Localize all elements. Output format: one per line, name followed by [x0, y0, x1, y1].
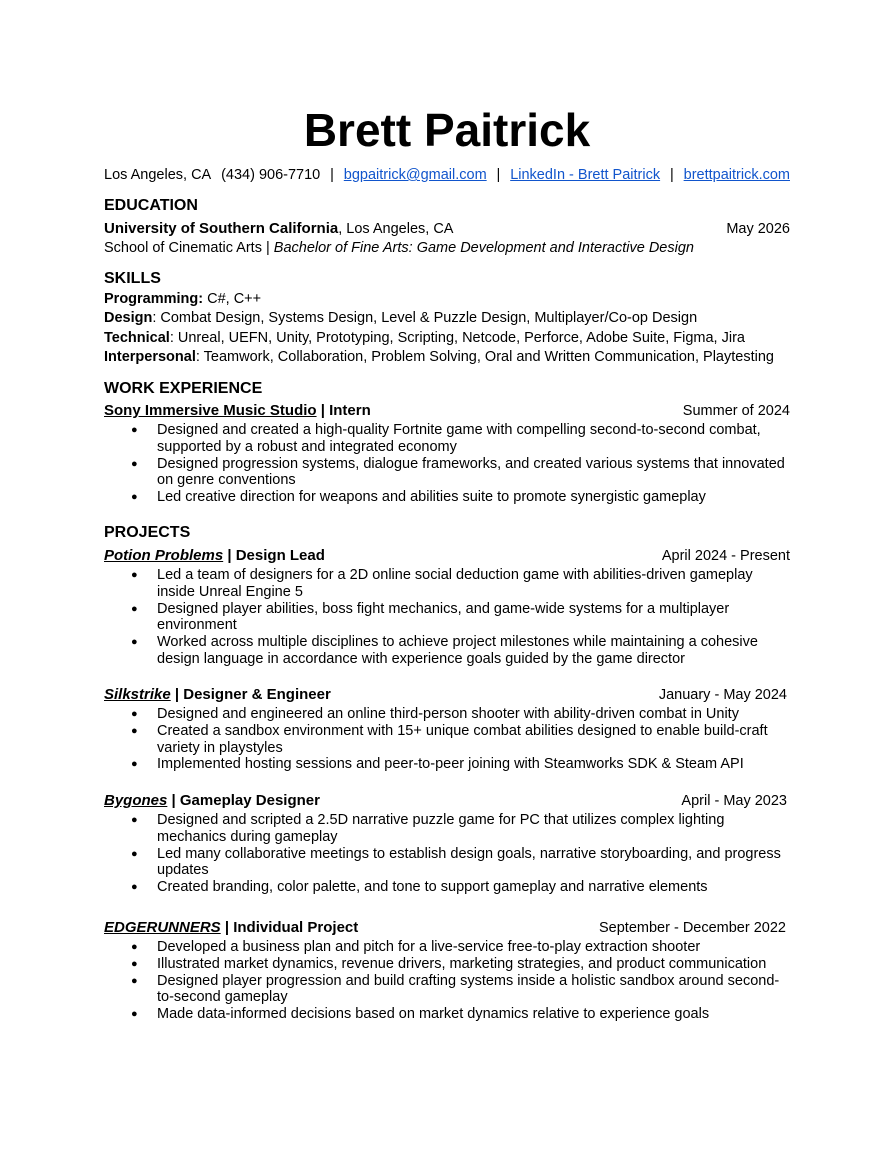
- separator: |: [496, 167, 501, 183]
- bullet-item: ● Led a team of designers for a 2D online social deduction game with abilities-driven gameplay inside Unreal Engine 5: [104, 567, 790, 601]
- degree: Bachelor of Fine Arts: Game Development and Interactive Design: [273, 240, 694, 256]
- project-role: | Designer & Engineer: [170, 686, 331, 703]
- bullet-item: ● Illustrated market dynamics, revenue drivers, marketing strategies, and product communication: [104, 956, 790, 973]
- skill-line: [104, 309, 790, 328]
- skill-label: Design: [104, 310, 153, 327]
- skill-line: [104, 329, 790, 348]
- bullet-item: ● Designed and scripted a 2.5D narrative puzzle game for PC that utilizes complex lighting mechanics during gameplay: [104, 812, 790, 846]
- job-row: [104, 401, 790, 421]
- skill-value: : Teamwork, Collaboration, Problem Solving, Oral and Written Communication, Playtesting: [195, 348, 774, 365]
- education-section: [104, 196, 790, 258]
- project-date: September - December 2022: [599, 920, 786, 936]
- project-name: Silkstrike: [104, 686, 171, 703]
- project-bullets: [104, 706, 790, 773]
- project-block: [104, 685, 790, 773]
- job-org: Sony Immersive Music Studio: [104, 402, 317, 419]
- separator: |: [330, 167, 334, 183]
- project-row: [104, 685, 790, 705]
- linkedin-link[interactable]: LinkedIn - Brett Paitrick: [510, 167, 661, 183]
- job-date: Summer of 2024: [682, 403, 790, 419]
- bullet-item: ● Led creative direction for weapons and abilities suite to promote synergistic gameplay: [104, 489, 790, 506]
- resume-name: Brett Paitrick: [303, 104, 591, 156]
- school-name: University of Southern California: [104, 220, 339, 237]
- bullet-item: ● Designed and engineered an online third-person shooter with ability-driven combat in Unity: [104, 706, 790, 723]
- bullet-item: ● Designed progression systems, dialogue frameworks, and created various systems that innovated on genre conventions: [104, 456, 790, 490]
- skills-heading: SKILLS: [104, 270, 161, 287]
- bullet-item: ● Designed player progression and build crafting systems inside a holistic sandbox around second-to-second gameplay: [104, 973, 790, 1007]
- skill-value: : Unreal, UEFN, Unity, Prototyping, Scripting, Netcode, Perforce, Adobe Suite, Figma, Jira: [169, 329, 745, 346]
- bullet-item: ● Designed player abilities, boss fight mechanics, and game-wide systems for a multiplayer environment: [104, 601, 790, 635]
- job-role: | Intern: [316, 402, 371, 419]
- project-row: [104, 791, 790, 811]
- work-section: [104, 379, 790, 506]
- project-block: [104, 918, 790, 1023]
- contact-line: [104, 166, 790, 184]
- projects-section: [104, 523, 790, 543]
- project-bullets: [104, 567, 790, 668]
- project-name: Potion Problems: [104, 547, 224, 564]
- project-date: January - May 2024: [658, 687, 787, 703]
- project-block: [104, 546, 790, 668]
- education-row: [104, 219, 790, 239]
- skill-label: Technical: [104, 329, 170, 346]
- projects-heading: PROJECTS: [104, 524, 191, 541]
- skill-label: Interpersonal: [104, 348, 196, 365]
- skill-value: : Combat Design, Systems Design, Level & Puzzle Design, Multiplayer/Co-op Design: [152, 310, 698, 327]
- email-link[interactable]: bgpaitrick@gmail.com: [343, 167, 487, 183]
- bullet-item: ● Made data-informed decisions based on market dynamics relative to experience goals: [104, 1006, 790, 1023]
- skill-label: Programming:: [104, 291, 204, 307]
- skills-section: [104, 269, 790, 367]
- project-role: | Individual Project: [220, 919, 359, 936]
- job-bullets: [104, 422, 790, 506]
- bullet-item: ● Worked across multiple disciplines to achieve project milestones while maintaining a cohesive design language in accordance with experience goals guided by the game director: [104, 634, 790, 668]
- project-name: Bygones: [104, 792, 168, 809]
- phone: (434) 906-7710: [221, 167, 321, 183]
- location: Los Angeles, CA: [104, 167, 212, 183]
- bullet-item: ● Led many collaborative meetings to establish design goals, narrative storyboarding, and progress updates: [104, 846, 790, 880]
- project-date: April 2024 - Present: [661, 548, 790, 564]
- bullet-item: ● Designed and created a high-quality Fortnite game with compelling second-to-second combat, supported by a robust and integrated economy: [104, 422, 790, 456]
- work-heading: WORK EXPERIENCE: [104, 380, 263, 397]
- project-role: | Gameplay Designer: [167, 792, 320, 809]
- bullet-item: ● Implemented hosting sessions and peer-to-peer joining with Steamworks SDK & Steam API: [104, 756, 790, 773]
- project-bullets: [104, 812, 790, 896]
- website-link[interactable]: brettpaitrick.com: [683, 167, 790, 183]
- project-bullets: [104, 939, 790, 1023]
- project-row: [104, 918, 790, 938]
- bullet-item: ● Developed a business plan and pitch for a live-service free-to-play extraction shooter: [104, 939, 790, 956]
- education-date: May 2026: [726, 221, 790, 237]
- degree-line: [104, 239, 790, 258]
- project-name: EDGERUNNERS: [104, 919, 221, 936]
- separator: |: [669, 167, 674, 183]
- education-heading: EDUCATION: [104, 197, 198, 214]
- project-row: [104, 546, 790, 566]
- project-role: | Design Lead: [223, 547, 325, 564]
- skill-line: [104, 290, 790, 309]
- bullet-item: ● Created a sandbox environment with 15+ unique combat abilities designed to enable build-craft variety in playstyles: [104, 723, 790, 757]
- project-block: [104, 791, 790, 896]
- skill-value: C#, C++: [203, 291, 262, 307]
- skill-line: [104, 348, 790, 367]
- bullet-item: ● Created branding, color palette, and tone to support gameplay and narrative elements: [104, 879, 790, 896]
- school-location: , Los Angeles, CA: [338, 221, 454, 237]
- project-date: April - May 2023: [681, 793, 787, 809]
- program: School of Cinematic Arts |: [104, 240, 274, 256]
